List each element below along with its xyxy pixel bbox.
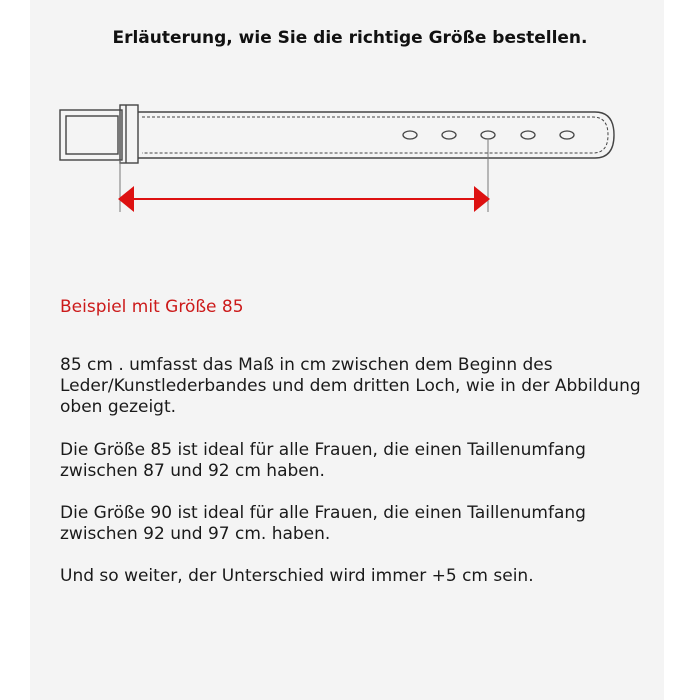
paragraph-size-85: Die Größe 85 ist ideal für alle Frauen, die einen Taillenumfang zwischen 87 und 92 cm haben. (60, 440, 586, 481)
belt-hole-4 (521, 131, 535, 139)
measure-extension-lines (120, 140, 488, 212)
belt-hole-3 (481, 131, 495, 139)
buckle-icon (60, 110, 122, 160)
page-title: Erläuterung, wie Sie die richtige Größe bestellen. (112, 28, 588, 48)
measure-arrow-icon (118, 186, 490, 212)
paragraph-size-90: Die Größe 90 ist ideal für alle Frauen, die einen Taillenumfang zwischen 92 und 97 cm. haben. (60, 503, 586, 544)
belt-holes (403, 131, 574, 139)
example-heading: Beispiel mit Größe 85 (60, 297, 244, 317)
belt-hole-2 (442, 131, 456, 139)
paragraph-difference: Und so weiter, der Unterschied wird immer +5 cm sein. (60, 566, 534, 586)
paragraph-measurement: 85 cm . umfasst das Maß in cm zwischen dem Beginn des Leder/Kunstlederbandes und dem dritten Loch, wie in der Abbildung oben gezeigt. (60, 355, 641, 417)
belt-hole-1 (403, 131, 417, 139)
belt-diagram-icon (0, 0, 700, 240)
belt-strap-icon (138, 112, 614, 158)
belt-hole-5 (560, 131, 574, 139)
